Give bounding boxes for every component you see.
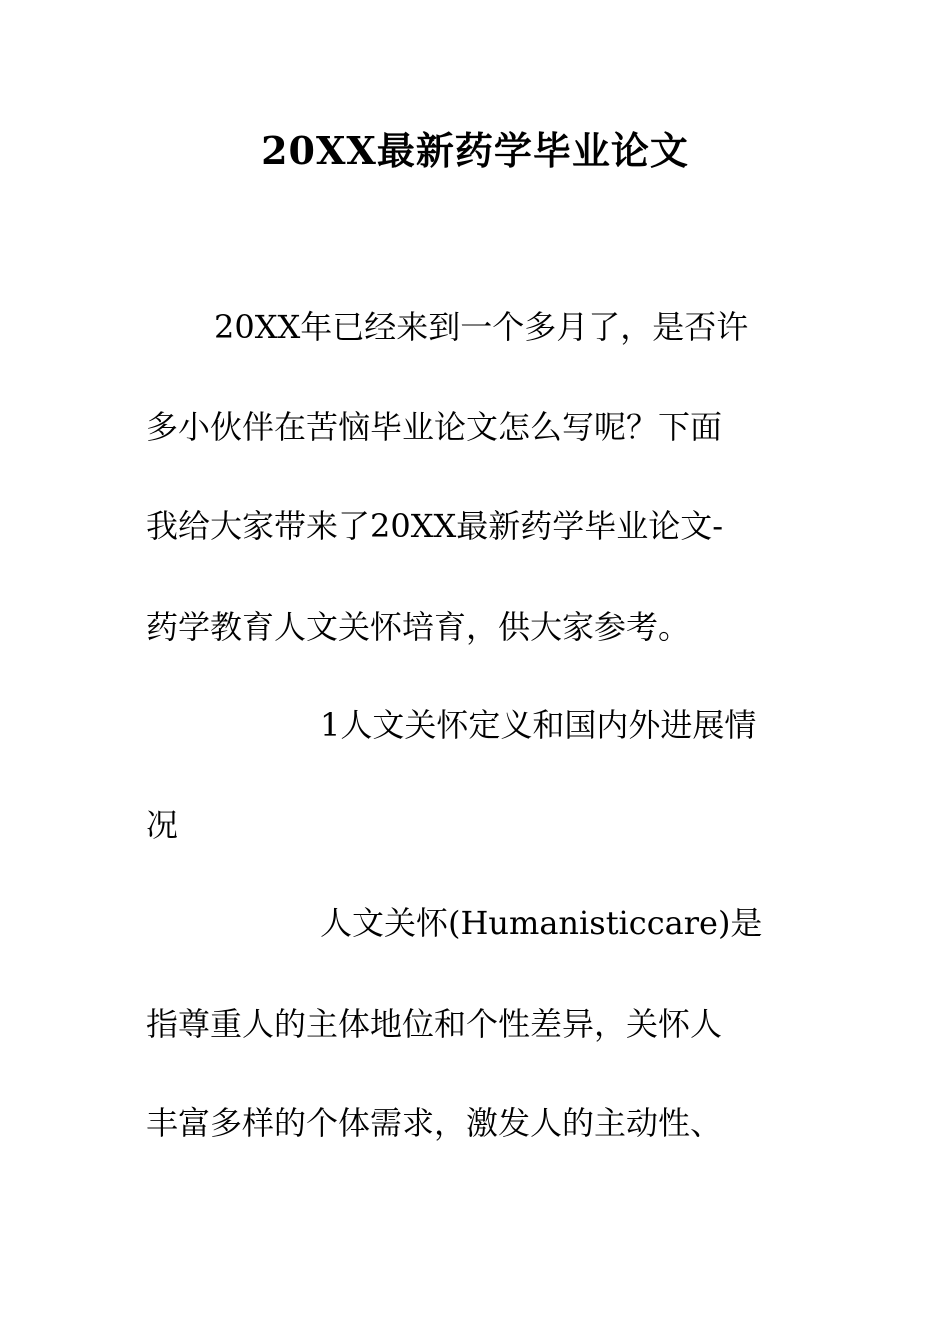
paragraph-line: 人文关怀(Humanisticcare)是 [320,904,763,942]
document-title: 20XX最新药学毕业论文 [261,128,689,173]
paragraph-line: 20XX年已经来到一个多月了，是否许 [214,308,749,346]
section-heading-line: 况 [146,806,179,844]
paragraph-line: 我给大家带来了20XX最新药学毕业论文- [146,507,724,545]
paragraph-line: 指尊重人的主体地位和个性差异，关怀人 [146,1005,723,1043]
paragraph-line: 丰富多样的个体需求，激发人的主动性、 [146,1104,723,1142]
paragraph-line: 药学教育人文关怀培育，供大家参考。 [146,608,691,646]
paragraph-line: 多小伙伴在苦恼毕业论文怎么写呢？下面 [146,408,723,446]
section-heading-line: 1人文关怀定义和国内外进展情 [320,706,757,744]
